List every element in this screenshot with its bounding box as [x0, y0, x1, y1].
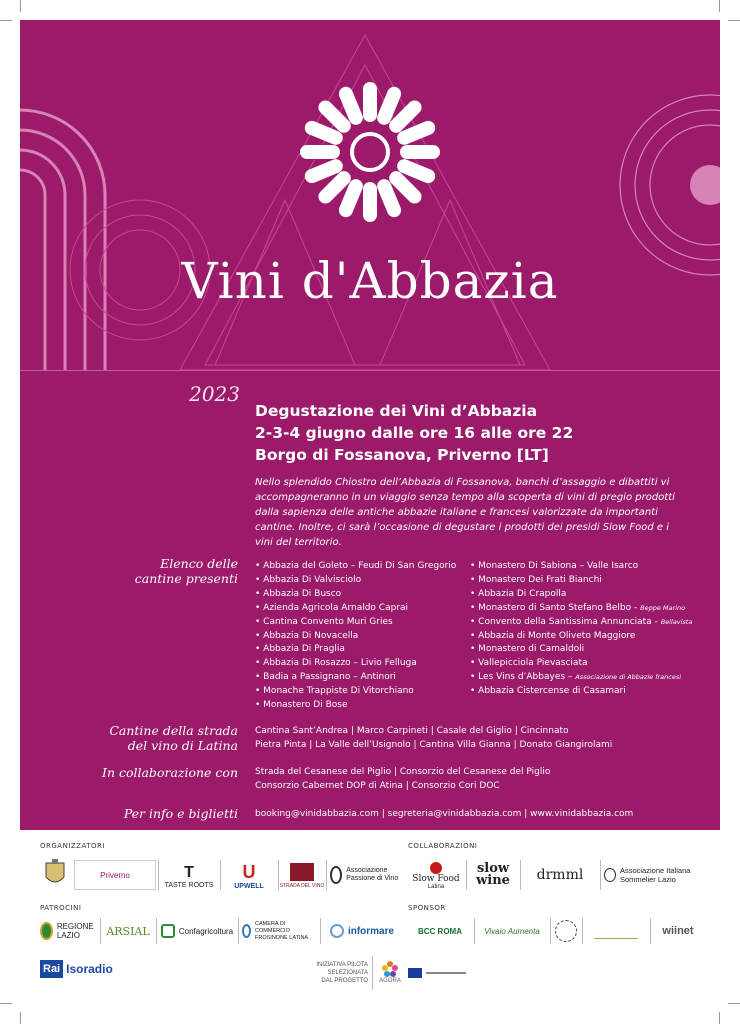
- headline-line: 2-3-4 giugno dalle ore 16 alle ore 22: [255, 424, 574, 442]
- slow-food-logo: Slow Food Latina: [410, 858, 462, 894]
- list-item: • Convento della Santissima Annunciata - Bellavista: [470, 616, 693, 627]
- section-organizzatori: ORGANIZZATORI: [40, 842, 105, 850]
- priverno-logo: Priverno: [74, 860, 156, 890]
- list-item: • Abbazia Di Crapolla: [470, 588, 567, 599]
- ais-lazio-logo: Associazione Italiana Sommelier Lazio: [604, 860, 700, 890]
- bcc-roma-logo: BCC ROMA: [418, 926, 462, 936]
- list-item: • Azienda Agricola Arnaldo Caprai: [255, 602, 409, 613]
- crop-mark: [719, 0, 720, 12]
- crop-mark: [0, 20, 12, 21]
- camera-commercio-logo: CAMERA DI COMMERCIO FROSINONE LATINA: [242, 916, 316, 946]
- list-item: • Abbazia Di Valvisciolo: [255, 574, 362, 585]
- strada-label: Cantine della strada del vino di Latina: [109, 723, 238, 753]
- list-item: • Monastero Dei Frati Bianchi: [470, 574, 602, 585]
- agora-flower-icon: [381, 960, 399, 978]
- vivaio-aumenta-logo: Vivaio Aumenta: [484, 926, 540, 936]
- poster: [20, 20, 720, 830]
- section-sponsor: SPONSOR: [408, 904, 446, 912]
- page-title: Vini d'Abbazia: [181, 252, 559, 310]
- wiinet-logo: wiinet: [662, 925, 694, 937]
- eu-flag-icon: [408, 960, 484, 986]
- cantine-label: Elenco delle cantine presenti: [134, 556, 238, 586]
- list-item: • Abbazia Di Novacella: [255, 630, 359, 641]
- list-item: • Abbazia Di Praglia: [255, 644, 345, 655]
- list-item: • Cantina Convento Muri Gries: [255, 616, 393, 627]
- crop-mark: [719, 1012, 720, 1024]
- list-item: • Abbazia Di Busco: [255, 588, 342, 599]
- hotel-logo-icon: [585, 916, 647, 946]
- confagricoltura-logo: Confagricoltura: [160, 916, 234, 946]
- logo-footer: [0, 830, 740, 1024]
- list-item: • Monache Trappiste Di Vitorchiano: [255, 686, 414, 697]
- seal-logo-icon: [553, 916, 579, 946]
- list-item: • Monastero Di Bose: [255, 700, 348, 711]
- cantine-list-right: [470, 560, 692, 699]
- passione-di-vino-logo: Associazione Passione di Vino: [330, 862, 402, 888]
- crop-mark: [20, 1012, 21, 1024]
- sun-logo-icon: [300, 82, 440, 222]
- informare-logo: informare: [324, 916, 400, 946]
- iniziativa-text: INIZIATIVA PILOTA SELEZIONATA DAL PROGETTO: [316, 962, 368, 984]
- collab-label: In collaborazione con: [102, 765, 238, 780]
- list-item: • Vallepicciola Pievasciata: [470, 658, 588, 669]
- upwell-logo: U UPWELL: [234, 862, 264, 890]
- rai-isoradio-logo: Rai Isoradio: [40, 956, 140, 982]
- agora-logo: AGORA: [375, 952, 405, 992]
- info-label: Per info e biglietti: [123, 806, 238, 821]
- list-item: • Monastero Di Sabiona – Valle Isarco: [470, 561, 639, 571]
- divider: [20, 370, 720, 371]
- regione-lazio-logo: REGIONE LAZIO: [40, 916, 96, 946]
- list-item: • Monastero di Camaldoli: [470, 644, 585, 655]
- headline-line: Borgo di Fossanova, Priverno [LT]: [255, 446, 549, 464]
- list-item: • Abbazia del Goleto – Feudi Di San Gregorio: [255, 561, 457, 571]
- headline: [255, 400, 573, 466]
- section-collaborazioni: COLLABORAZIONI: [408, 842, 478, 850]
- coat-of-arms-icon: [40, 856, 70, 892]
- drmml-logo: drmml: [536, 867, 584, 883]
- crop-mark: [728, 1003, 740, 1004]
- intro-paragraph: Nello splendido Chiostro dell’Abbazia di Fossanova, banchi d’assaggio e dibattiti vi accompagneranno in un viaggio senza tempo alla scoperta di vini di pregio prodotti dalla sapienza delle antiche abbazie italiane e francesi valorizzate da importanti cantine. Inoltre, ci sarà l’occasione di degustare i prodotti dei presidi Slow Food e i vini del territorio.: [255, 477, 675, 548]
- crop-mark: [0, 1003, 12, 1004]
- strada-del-vino-logo: STRADA DEL VINO: [282, 856, 322, 896]
- crop-mark: [728, 20, 740, 21]
- crop-mark: [20, 0, 21, 12]
- year: 2023: [189, 382, 240, 406]
- list-item: • Abbazia Cistercense di Casamari: [470, 686, 626, 697]
- decorative-background: [20, 20, 720, 370]
- list-item: • Abbazia Di Rosazzo – Livio Felluga: [255, 658, 417, 669]
- list-item: • Les Vins d’Abbayes – Associazione di Abbazie francesi: [470, 672, 682, 683]
- headline-line: Degustazione dei Vini d’Abbazia: [255, 402, 538, 420]
- section-patrocini: PATROCINI: [40, 904, 82, 912]
- list-item: • Badia a Passignano – Antinori: [255, 672, 396, 683]
- arsial-logo: ARSIAL: [106, 924, 150, 938]
- strada-list: Cantina Sant’Andrea | Marco Carpineti | Casale del Giglio | Cincinnato Pietra Pinta | La Valle dell’Usignolo | Cantina Villa Gianna | Donato Giangirolami: [255, 726, 613, 750]
- slow-wine-logo: slow wine: [476, 861, 510, 888]
- cantine-list-left: [255, 560, 456, 713]
- list-item: • Monastero di Santo Stefano Belbo - Beppe Marino: [470, 602, 686, 613]
- info-contacts[interactable]: booking@vinidabbazia.com | segreteria@vinidabbazia.com | www.vinidabbazia.com: [255, 809, 634, 819]
- taste-roots-logo: T TASTE ROOTS: [164, 863, 214, 889]
- list-item: • Abbazia di Monte Oliveto Maggiore: [470, 630, 636, 641]
- collab-list: Strada del Cesanese del Piglio | Consorzio del Cesanese del Piglio Consorzio Cabernet DOP di Atina | Consorzio Cori DOC: [255, 767, 551, 791]
- arch-icon: [20, 110, 105, 370]
